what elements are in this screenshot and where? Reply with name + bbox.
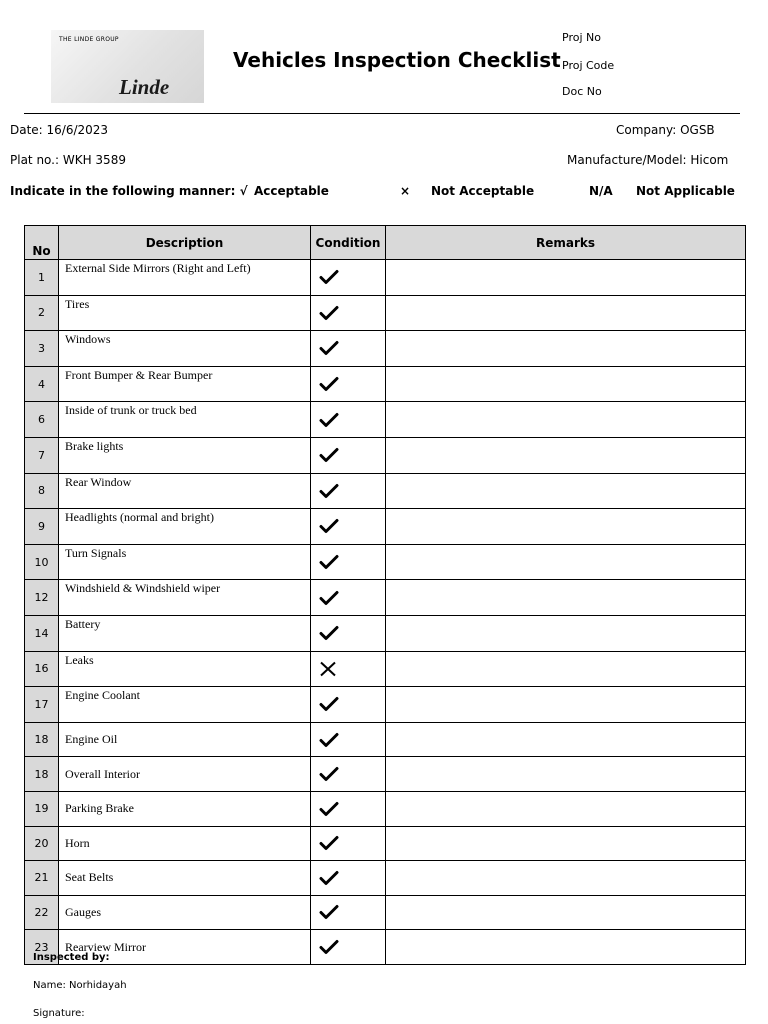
table-row bbox=[25, 826, 746, 861]
row-number: 4 bbox=[25, 366, 59, 402]
row-condition bbox=[311, 791, 386, 826]
row-description: Parking Brake bbox=[59, 791, 311, 826]
table-row bbox=[25, 687, 746, 723]
row-number: 12 bbox=[25, 580, 59, 616]
table-row bbox=[25, 580, 746, 616]
row-remarks bbox=[386, 861, 746, 896]
row-condition bbox=[311, 331, 386, 367]
checkmark-icon bbox=[319, 447, 385, 463]
row-number: 9 bbox=[25, 509, 59, 545]
row-number: 3 bbox=[25, 331, 59, 367]
legend-acceptable: Acceptable bbox=[254, 184, 329, 198]
table-row bbox=[25, 930, 746, 965]
table-row bbox=[25, 722, 746, 757]
row-description: Horn bbox=[59, 826, 311, 861]
row-remarks bbox=[386, 295, 746, 331]
cross-icon bbox=[319, 661, 385, 677]
row-remarks bbox=[386, 437, 746, 473]
row-number: 1 bbox=[25, 260, 59, 296]
checkmark-icon bbox=[319, 518, 385, 534]
row-remarks bbox=[386, 366, 746, 402]
row-remarks bbox=[386, 509, 746, 545]
row-condition bbox=[311, 722, 386, 757]
row-remarks bbox=[386, 826, 746, 861]
row-condition bbox=[311, 687, 386, 723]
row-remarks bbox=[386, 791, 746, 826]
checkmark-icon bbox=[319, 340, 385, 356]
row-condition bbox=[311, 930, 386, 965]
checkmark-icon bbox=[319, 870, 385, 886]
legend-not-acceptable: Not Acceptable bbox=[431, 184, 535, 198]
row-description: Seat Belts bbox=[59, 861, 311, 896]
table-row bbox=[25, 757, 746, 792]
row-remarks bbox=[386, 687, 746, 723]
header-description: Description bbox=[59, 226, 311, 260]
row-number: 10 bbox=[25, 544, 59, 580]
row-remarks bbox=[386, 615, 746, 651]
row-description: Windshield & Windshield wiper bbox=[59, 580, 311, 616]
row-remarks bbox=[386, 473, 746, 509]
model-field: Manufacture/Model: Hicom bbox=[567, 153, 729, 167]
table-row bbox=[25, 402, 746, 438]
row-remarks bbox=[386, 402, 746, 438]
legend-intro: Indicate in the following manner: √ bbox=[10, 184, 248, 198]
row-condition bbox=[311, 260, 386, 296]
table-body bbox=[25, 260, 746, 965]
row-number: 21 bbox=[25, 861, 59, 896]
row-number: 18 bbox=[25, 757, 59, 792]
row-number: 23 bbox=[25, 930, 59, 965]
table-row bbox=[25, 615, 746, 651]
row-condition bbox=[311, 861, 386, 896]
row-description: Rearview Mirror bbox=[59, 930, 311, 965]
row-description: Engine Coolant bbox=[59, 687, 311, 723]
logo-group-text: THE LINDE GROUP bbox=[59, 36, 119, 43]
table-row bbox=[25, 509, 746, 545]
row-description: Rear Window bbox=[59, 473, 311, 509]
row-condition bbox=[311, 473, 386, 509]
checkmark-icon bbox=[319, 766, 385, 782]
checkmark-icon bbox=[319, 904, 385, 920]
row-number: 2 bbox=[25, 295, 59, 331]
checkmark-icon bbox=[319, 376, 385, 392]
row-number: 6 bbox=[25, 402, 59, 438]
row-description: Turn Signals bbox=[59, 544, 311, 580]
checkmark-icon bbox=[319, 801, 385, 817]
checkmark-icon bbox=[319, 590, 385, 606]
row-description: Brake lights bbox=[59, 437, 311, 473]
row-number: 8 bbox=[25, 473, 59, 509]
row-remarks bbox=[386, 895, 746, 930]
checkmark-icon bbox=[319, 939, 385, 955]
row-condition bbox=[311, 402, 386, 438]
row-condition bbox=[311, 826, 386, 861]
header-no: No bbox=[25, 226, 59, 260]
inspection-table bbox=[24, 225, 746, 965]
plat-no-field: Plat no.: WKH 3589 bbox=[10, 153, 126, 167]
inspector-name: Name: Norhidayah bbox=[33, 980, 127, 991]
row-condition bbox=[311, 580, 386, 616]
row-condition bbox=[311, 509, 386, 545]
table-row bbox=[25, 651, 746, 687]
table-row bbox=[25, 791, 746, 826]
row-remarks bbox=[386, 544, 746, 580]
doc-no-label: Doc No bbox=[562, 85, 602, 98]
inspected-by-label: Inspected by: bbox=[33, 952, 110, 963]
row-condition bbox=[311, 615, 386, 651]
row-condition bbox=[311, 544, 386, 580]
row-remarks bbox=[386, 722, 746, 757]
row-remarks bbox=[386, 260, 746, 296]
header-remarks: Remarks bbox=[386, 226, 746, 260]
row-condition bbox=[311, 366, 386, 402]
company-field: Company: OGSB bbox=[616, 123, 715, 137]
checkmark-icon bbox=[319, 269, 385, 285]
table-row bbox=[25, 331, 746, 367]
checkmark-icon bbox=[319, 732, 385, 748]
row-remarks bbox=[386, 930, 746, 965]
row-number: 18 bbox=[25, 722, 59, 757]
row-remarks bbox=[386, 331, 746, 367]
table-row bbox=[25, 437, 746, 473]
date-field: Date: 16/6/2023 bbox=[10, 123, 109, 137]
table-row bbox=[25, 366, 746, 402]
logo-brand-text: Linde bbox=[119, 76, 170, 98]
row-remarks bbox=[386, 757, 746, 792]
row-number: 14 bbox=[25, 615, 59, 651]
row-remarks bbox=[386, 580, 746, 616]
row-number: 16 bbox=[25, 651, 59, 687]
table-row bbox=[25, 861, 746, 896]
row-description: Leaks bbox=[59, 651, 311, 687]
row-number: 20 bbox=[25, 826, 59, 861]
row-description: Tires bbox=[59, 295, 311, 331]
checkmark-icon bbox=[319, 483, 385, 499]
table-row bbox=[25, 260, 746, 296]
checkmark-icon bbox=[319, 696, 385, 712]
checkmark-icon bbox=[319, 305, 385, 321]
row-condition bbox=[311, 895, 386, 930]
row-description: Inside of trunk or truck bed bbox=[59, 402, 311, 438]
row-description: Headlights (normal and bright) bbox=[59, 509, 311, 545]
row-description: Gauges bbox=[59, 895, 311, 930]
page-title: Vehicles Inspection Checklist bbox=[233, 48, 561, 72]
row-description: Battery bbox=[59, 615, 311, 651]
legend-not-applicable: Not Applicable bbox=[636, 184, 735, 198]
signature-label: Signature: bbox=[33, 1008, 85, 1019]
header-divider bbox=[24, 113, 740, 114]
checkmark-icon bbox=[319, 554, 385, 570]
proj-code-label: Proj Code bbox=[562, 59, 615, 72]
row-condition bbox=[311, 757, 386, 792]
row-remarks bbox=[386, 651, 746, 687]
row-number: 22 bbox=[25, 895, 59, 930]
checkmark-icon bbox=[319, 412, 385, 428]
row-condition bbox=[311, 437, 386, 473]
table-row bbox=[25, 544, 746, 580]
linde-wordmark bbox=[117, 76, 197, 98]
table-row bbox=[25, 895, 746, 930]
row-number: 19 bbox=[25, 791, 59, 826]
proj-no-label: Proj No bbox=[562, 31, 601, 44]
row-description: Engine Oil bbox=[59, 722, 311, 757]
row-condition bbox=[311, 651, 386, 687]
row-number: 17 bbox=[25, 687, 59, 723]
row-condition bbox=[311, 295, 386, 331]
row-description: External Side Mirrors (Right and Left) bbox=[59, 260, 311, 296]
table-row bbox=[25, 295, 746, 331]
row-description: Overall Interior bbox=[59, 757, 311, 792]
header-condition: Condition bbox=[311, 226, 386, 260]
row-description: Windows bbox=[59, 331, 311, 367]
legend-na: N/A bbox=[589, 184, 613, 198]
row-number: 7 bbox=[25, 437, 59, 473]
checkmark-icon bbox=[319, 835, 385, 851]
row-description: Front Bumper & Rear Bumper bbox=[59, 366, 311, 402]
table-row bbox=[25, 473, 746, 509]
checkmark-icon bbox=[319, 625, 385, 641]
legend-cross-symbol: × bbox=[400, 184, 411, 198]
table-header-row bbox=[25, 226, 746, 260]
linde-logo bbox=[51, 30, 204, 103]
